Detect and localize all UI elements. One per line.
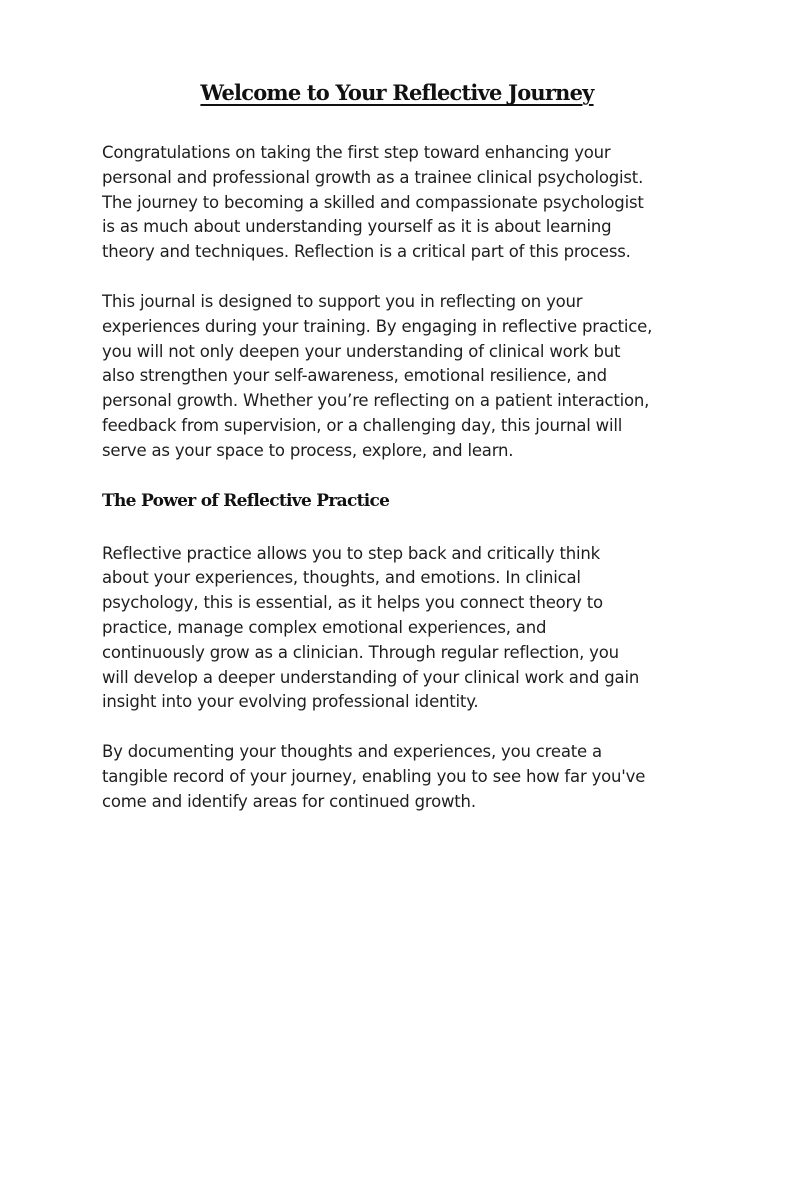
text-line: This journal is designed to support you in reflecting on your	[102, 291, 583, 311]
text-line: tangible record of your journey, enabling you to see how far you've	[102, 766, 646, 786]
text-line: you will not only deepen your understanding of clinical work but	[102, 341, 621, 361]
text-line: By documenting your thoughts and experiences, you create a	[102, 742, 602, 762]
document-body	[102, 141, 722, 815]
text-line: personal and professional growth as a trainee clinical psychologist.	[102, 167, 644, 187]
section-heading: The Power of Reflective Practice	[102, 490, 390, 511]
intro-paragraph-2	[102, 290, 722, 464]
text-line: serve as your space to process, explore, and learn.	[102, 440, 514, 460]
text-line: insight into your evolving professional identity.	[102, 692, 479, 712]
text-line: Congratulations on taking the first step toward enhancing your	[102, 143, 611, 162]
text-line: theory and techniques. Reflection is a critical part of this process.	[102, 242, 631, 262]
text-line: continuously grow as a clinician. Through regular reflection, you	[102, 642, 619, 662]
section-paragraph-1	[102, 542, 722, 716]
section-paragraph-2	[102, 740, 722, 814]
text-line: will develop a deeper understanding of your clinical work and gain	[102, 667, 640, 687]
text-line: practice, manage complex emotional experiences, and	[102, 617, 547, 637]
text-line: also strengthen your self-awareness, emotional resilience, and	[102, 366, 607, 386]
text-line: come and identify areas for continued growth.	[102, 791, 476, 811]
text-line: about your experiences, thoughts, and emotions. In clinical	[102, 568, 581, 588]
text-line: is as much about understanding yourself as it is about learning	[102, 217, 612, 237]
page-title: Welcome to Your Reflective Journey	[200, 80, 594, 105]
text-line: Reflective practice allows you to step back and critically think	[102, 543, 601, 563]
text-line: feedback from supervision, or a challenging day, this journal will	[102, 415, 623, 435]
text-line: personal growth. Whether you’re reflecting on a patient interaction,	[102, 391, 650, 411]
text-line: experiences during your training. By engaging in reflective practice,	[102, 316, 653, 336]
text-line: The journey to becoming a skilled and compassionate psychologist	[102, 192, 644, 212]
intro-paragraph-1	[102, 141, 722, 265]
text-line: psychology, this is essential, as it helps you connect theory to	[102, 593, 603, 613]
